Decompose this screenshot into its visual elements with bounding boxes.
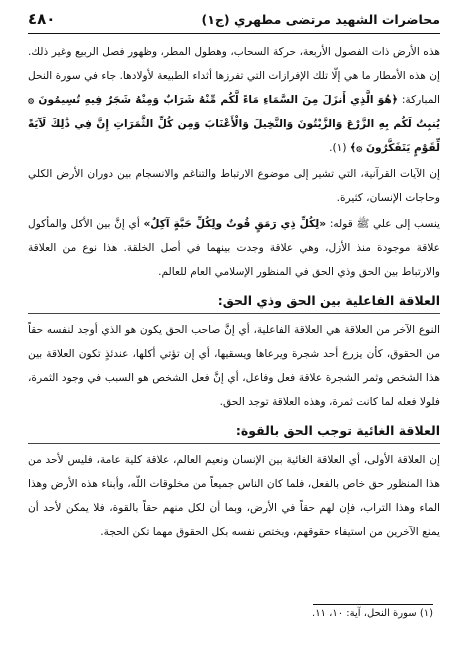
hadith-quote: «لِكُلِّ ذِي رَمَقٍ قُوتٌ ولِكُلِّ حَبَّةٍ آكِلٌ» bbox=[143, 218, 327, 230]
footnote-ref: (١). bbox=[329, 142, 347, 154]
running-header bbox=[28, 10, 440, 34]
header-title: محاضرات الشهيد مرتضى مطهري (ج١) bbox=[201, 12, 440, 27]
paragraph-1-text: هذه الأرض ذات الفصول الأربعة، حركة السحاب، وهطول المطر، وظهور فصل الربيع وغير ذلك. إن هذه الأمطار ما هي إلّا تلك الإفرازات التي تفرزها أثداء الطبيعة لأولادها. جاء في سورة النحل المباركة: bbox=[28, 46, 440, 106]
footnote-divider bbox=[313, 604, 433, 605]
page-content bbox=[28, 40, 440, 544]
paragraph-3-intro: ينسب إلى علي ﷺ قوله: bbox=[329, 218, 440, 230]
section-heading-teleological: العلاقة الغائية توجب الحق بالقوة: bbox=[28, 420, 440, 444]
paragraph-2: إن الآيات القرآنية، التي تشير إلى موضوع الارتباط والتناغم والانسجام بين دوران الأرض الكلي وحاجات الإنسان، كثيرة. bbox=[28, 168, 440, 204]
paragraph-3 bbox=[28, 212, 440, 284]
paragraph-1 bbox=[28, 40, 440, 160]
page-number: ٤٨٠ bbox=[28, 10, 56, 28]
paragraph-3-body: أي إنَّ بين الأكل والمأكول علاقة موجودة منذ الأزل، وهي علاقة وجدت بينهما في أصل الخلقة. هذا نوع من العلاقة والارتباط بين الحق وذي الحق في المنظور الإسلامي العام للعالم. bbox=[28, 218, 440, 278]
section-heading-agency: العلاقة الفاعلية بين الحق وذي الحق: bbox=[28, 290, 440, 314]
footnote: (١) سورة النحل، آية: ١٠، ١١. bbox=[312, 608, 433, 619]
page bbox=[28, 10, 440, 544]
section-agency-text: النوع الآخر من العلاقة هي العلاقة الفاعلية، أي إنَّ صاحب الحق يكون هو الذي أوجد لنفسه حقاً من الحقوق، كأن يزرع أحد شجرة ويرعاها ويسقيها، أي إن تؤتي أكلها، عندئذٍ تكون العلاقة بين هذا الشخص وثمر الشجرة علاقة فعل وفاعل، أي إنَّ فعل الشخص هو السبب في وجود الثمرة، فلولا فعله لما كانت ثمرة، وهذه العلاقة توجد الحق. bbox=[28, 324, 440, 408]
quran-quote: ﴿هُوَ الَّذِي أَنزَلَ مِنَ السَّمَاءِ مَاءً لَّكُم مِّنْهُ شَرَابٌ وَمِنْهُ شَجَرٌ فِيهِ تُسِيمُونَ ۞ يُنبِتُ لَكُم بِهِ الزَّرْعَ وَالزَّيْتُونَ وَالنَّخِيلَ وَالْأَعْنَابَ وَمِن كُلِّ الثَّمَرَاتِ إِنَّ فِي ذَٰلِكَ لَآيَةً لِّقَوْمٍ يَتَفَكَّرُونَ ۞﴾ bbox=[28, 94, 440, 154]
section-teleological-text: إن العلاقة الأولى، أي العلاقة الغائية بين الإنسان ونعيم العالم، علاقة كلية عامة، فليس لأحد من هذا المنظور حق خاص بالفعل، فلما كان الناس جميعاً من مخلوقات اللّه، وأبناء هذه الأرض وهذا الماء وهذا التراب، فإن لهم حقاً في الأرض، وبما أن لكل منهم حقاً بالقوة، فلا يمكن لأحد أن يمنع الآخرين من استيفاء حقوقهم، ويختص نفسه بكل الحقوق مهما تكن الحجة. bbox=[28, 454, 440, 538]
